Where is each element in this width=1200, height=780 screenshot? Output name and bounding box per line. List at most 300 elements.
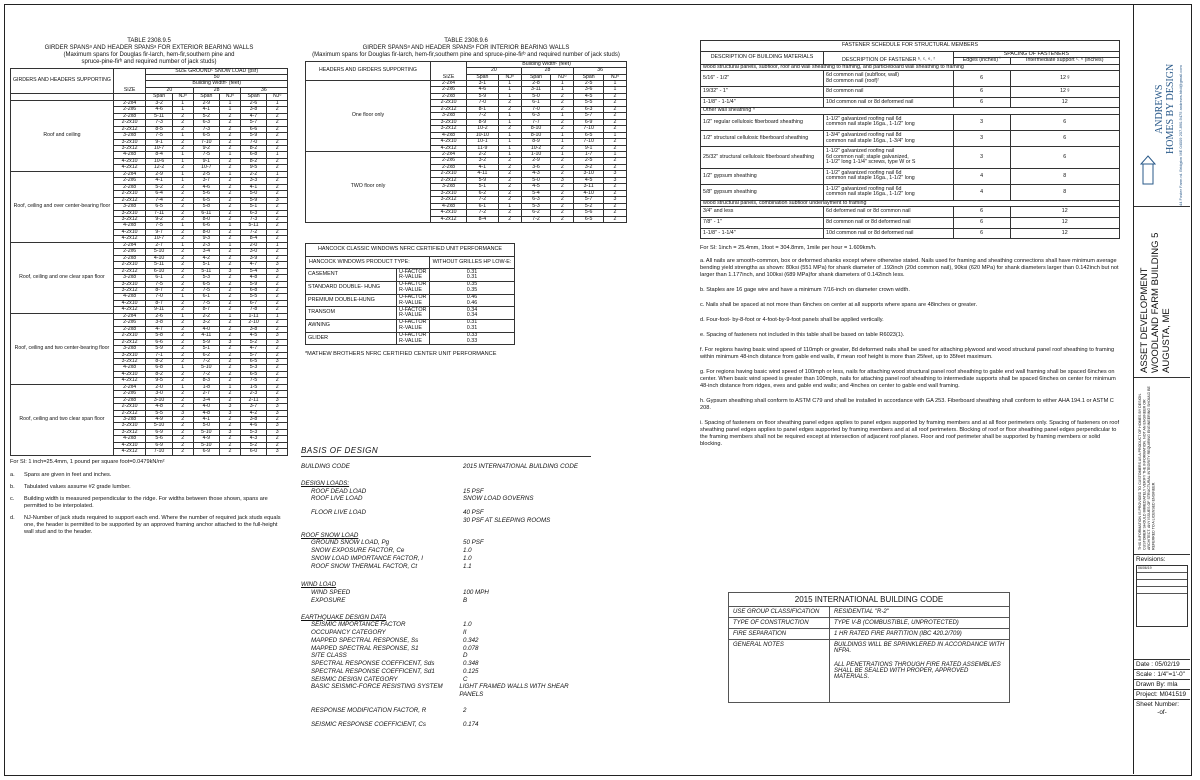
basis-key: MAPPED SPECTRAL RESPONSE, Ss — [311, 636, 419, 644]
span-value: 6-3 — [574, 106, 604, 112]
span-value: 2 — [267, 191, 288, 197]
span-value: 6-3 — [521, 113, 551, 119]
span-value: 2-2x12 — [431, 177, 467, 183]
span-value: 7-2 — [193, 358, 220, 364]
span-value: 2 — [172, 333, 193, 339]
header-width-value: 28 — [193, 87, 240, 93]
span-value: 2-2x12 — [113, 126, 145, 132]
intermediate-spacing: 8 — [1010, 184, 1120, 200]
basis-value: 40 PSF — [463, 509, 484, 516]
span-value: 7-8 — [240, 307, 267, 313]
span-value: 2 — [172, 391, 193, 397]
span-value: 2-2x8 — [431, 93, 467, 99]
span-value: 2-9 — [521, 158, 551, 164]
span-value: 2 — [220, 120, 241, 126]
span-value: 5-9 — [193, 339, 220, 345]
material: 7/8" - 1" — [701, 218, 824, 229]
span-value: 5-6 — [193, 191, 220, 197]
fastener — [824, 218, 954, 229]
group-label: TWO floor only — [306, 152, 431, 223]
header-edges: Edges (inches) ⁱ — [953, 58, 1010, 65]
fastener-line: common nail staple 16ga., 1-1/2" long — [826, 121, 915, 128]
span-value: 3-2 — [467, 158, 499, 164]
caption-line: TABLE 2308.9.6 — [444, 38, 488, 44]
basis-row — [301, 707, 591, 715]
span-value: 4-2 — [193, 255, 220, 261]
header-size: SIZE — [431, 61, 467, 80]
span-value: 2-10 — [240, 320, 267, 326]
basis-value: B — [463, 596, 468, 604]
span-value: 8-2 — [146, 358, 173, 364]
date-field: Date : 05/02/19 — [1134, 660, 1190, 670]
span-value: 2-6 — [240, 100, 267, 106]
note-marker: a. — [10, 471, 15, 478]
fastener-note: h. Gypsum sheathing shall conform to ASTM C79 and shall be installed in accordance with GA 253. Fiberboard sheathing shall conform to either AHA 194.1 or ASTM C 208. — [700, 397, 1114, 411]
span-value: 7-10 — [574, 139, 604, 145]
fastener-line: 8d common nail (roof)ᶠ — [826, 77, 879, 84]
span-value: 5-4 — [240, 268, 267, 274]
span-value: 1 — [603, 152, 626, 158]
span-value: 5-9 — [240, 133, 267, 139]
factor-label: U-FACTOR — [399, 281, 427, 288]
span-value: 5-7 — [240, 352, 267, 358]
span-value: 3-2x10 — [431, 119, 467, 125]
span-value: 2 — [603, 100, 626, 106]
basis-key: ROOF LIVE LOAD — [311, 495, 363, 503]
span-value: 5-0 — [240, 191, 267, 197]
note-text: Building width is measured perpendicular to the ridge. For widths between those shown, spans are permitted to be interpolated. — [24, 495, 268, 509]
span-value: 3-2x8 — [113, 275, 145, 281]
span-value: 7-2 — [467, 210, 499, 216]
basis-key: ROOF DEAD LOAD — [311, 487, 367, 495]
span-value: 2 — [172, 197, 193, 203]
factor-value: 0.33 — [466, 337, 478, 344]
span-value: 2 — [172, 268, 193, 274]
intermediate-spacing: 12 — [1010, 218, 1120, 229]
span-value: 4-2x10 — [431, 210, 467, 216]
span-value: 4-3 — [240, 436, 267, 442]
basis-key: SPECTRAL RESPONSE COEFFICENT, Sd1 — [311, 667, 435, 675]
ibc-value: RESIDENTIAL "R-2" — [830, 607, 1010, 618]
basis-value: 2 — [463, 706, 467, 714]
basis-key: BASIC SEISMIC-FORCE RESISTING SYSTEM — [311, 683, 443, 691]
span-value: 2 — [603, 145, 626, 151]
span-value: 8-2 — [240, 158, 267, 164]
header-width-value: 20 — [146, 87, 193, 93]
note-marker: b. — [10, 483, 15, 490]
span-value: 2-2x10 — [431, 171, 467, 177]
ibc-value: 1 HR RATED FIRE PARTITION (IBC 420.2/709) — [830, 629, 1010, 640]
material: 1-1/8" - 1-1/4" — [701, 97, 824, 108]
span-value: 2-8 — [521, 81, 551, 87]
span-value: 8-7 — [146, 287, 173, 293]
span-value: 6-6 — [146, 339, 173, 345]
logo-line-2: HOMES BY DESIGN — [1165, 63, 1176, 155]
span-value: 1-8 — [193, 384, 220, 390]
span-value: 7-5 — [193, 152, 220, 158]
header-sub: NJᵈ — [267, 94, 288, 100]
span-value: 3 — [220, 339, 241, 345]
basis-key — [301, 517, 463, 525]
span-value: 4-2x10 — [113, 158, 145, 164]
span-value: 2-2x10 — [113, 333, 145, 339]
header-sub: NJᵈ — [551, 74, 574, 80]
factor-value: 0.34 — [466, 312, 478, 319]
factor-label: R-VALUE — [399, 337, 422, 344]
ibc-key: GENERAL NOTES — [729, 640, 830, 703]
span-value: 1 — [551, 81, 574, 87]
span-value: 2 — [220, 191, 241, 197]
basis-key: SNOW LOAD IMPORTANCE FACTOR, I — [311, 554, 423, 562]
girder-spans-exterior-table — [10, 68, 288, 456]
span-value: 2 — [498, 106, 521, 112]
caption-line: GIRDER SPANSᵃ AND HEADER SPANSᵃ FOR EXTERIOR BEARING WALLS — [44, 44, 254, 51]
span-value: 4-1 — [467, 164, 499, 170]
material: 1/2" gypsum sheathing — [701, 168, 824, 184]
header-intermediate: Intermediate support ᶜ˒ ᵉ (inches) — [1010, 58, 1120, 65]
basis-key: SPECTRAL RESPONSE COEFFICENT, Sds — [311, 660, 435, 667]
span-value: 6-10 — [146, 268, 173, 274]
basis-key: SEISMIC IMPORTANCE FACTOR — [311, 621, 406, 629]
span-value: 2 — [220, 139, 241, 145]
span-value: 2 — [172, 216, 193, 222]
span-value: 4-6 — [240, 423, 267, 429]
span-value: 10-10 — [467, 132, 499, 138]
span-value: 2 — [172, 126, 193, 132]
span-value: 2 — [220, 417, 241, 423]
fastener — [824, 228, 954, 239]
basis-key: FLOOR LIVE LOAD — [311, 509, 367, 516]
header-girders: GIRDERS AND HEADERS SUPPORTING — [11, 68, 114, 94]
span-value: 8-9 — [467, 119, 499, 125]
span-value: 2 — [267, 442, 288, 448]
span-value: 2 — [220, 197, 241, 203]
header-width-value: 36 — [240, 87, 287, 93]
span-value: 5-1 — [193, 346, 220, 352]
title-row — [306, 244, 515, 257]
factor-values — [429, 307, 514, 320]
span-value: 2 — [267, 326, 288, 332]
window-type: GLIDER — [306, 332, 397, 345]
span-value: 1 — [172, 152, 193, 158]
span-value: 2 — [220, 300, 241, 306]
fastener-line: 6d deformed nail or 8d common nail — [826, 208, 911, 215]
factor-label: R-VALUE — [399, 299, 422, 306]
span-value: 3-8 — [146, 320, 173, 326]
window-type: PREMIUM DOUBLE-HUNG — [306, 294, 397, 307]
span-value: 7-4 — [146, 197, 173, 203]
header-sub: Span — [521, 74, 551, 80]
span-value: 10-6 — [146, 158, 173, 164]
ibc-key: TYPE OF CONSTRUCTION — [729, 618, 830, 629]
span-value: 8-4 — [240, 236, 267, 242]
basis-row — [301, 637, 591, 645]
span-value: 4-2x12 — [431, 145, 467, 151]
drawn-by-value: mla — [1167, 681, 1178, 688]
span-value: 2 — [603, 203, 626, 209]
span-value: 9-1 — [146, 139, 173, 145]
span-value: 6-9 — [146, 429, 173, 435]
span-value: 2-2x4 — [431, 81, 467, 87]
span-value: 2-6 — [146, 313, 173, 319]
span-value: 2 — [551, 126, 574, 132]
factor-label: R-VALUE — [399, 286, 422, 293]
span-value: 5-3 — [193, 275, 220, 281]
window-type: TRANSOM — [306, 307, 397, 320]
fastener-line: 8d common nail or 8d deformed nail — [826, 219, 911, 226]
span-value: 6-2 — [193, 352, 220, 358]
span-value: 7-2 — [467, 113, 499, 119]
basis-key: MAPPED SPECTRAL RESPONSE, S1 — [311, 644, 419, 652]
span-value: 7-2 — [467, 197, 499, 203]
span-value: 2 — [267, 178, 288, 184]
span-value: 2 — [220, 249, 241, 255]
span-value: 1 — [603, 81, 626, 87]
span-value: 2 — [267, 352, 288, 358]
span-value: 2 — [220, 326, 241, 332]
span-value: 5-2 — [240, 442, 267, 448]
span-value: 2 — [551, 93, 574, 99]
fastener-row — [701, 131, 1120, 147]
span-value: 4-2x12 — [113, 449, 145, 455]
span-value: 1 — [172, 294, 193, 300]
span-value: 2 — [267, 378, 288, 384]
span-value: 2 — [603, 216, 626, 222]
span-value: 1 — [220, 107, 241, 113]
span-value: 8-4 — [467, 216, 499, 222]
basis-heading: ROOF SNOW LOAD — [301, 531, 359, 539]
span-value: 3 — [267, 197, 288, 203]
span-value: 4-1 — [193, 417, 220, 423]
span-value: 1-7 — [574, 152, 604, 158]
span-value: 2 — [220, 236, 241, 242]
basis-key: SEISMIC RESPONSE COEFFICIENT, Cs — [311, 720, 426, 728]
fastener-note: g. For regions having basic wind speed of 100mph or less, nails for attaching wood structural panel roof sheathing to gable end wall framing shall be spaced 6inches on center. When basic wind speed is greater than 100mph, nails for attaching panel roof sheathing to intermediate supports shall be spaced 6inches on center for minimum 48-inch distance from ridges, eves and gable end walls; and 4inches on center to gable end wall framing. — [700, 368, 1116, 389]
span-value: 4-2x10 — [113, 300, 145, 306]
fastener-line: 8d common nail — [826, 88, 864, 95]
span-value: 4-0 — [193, 404, 220, 410]
span-value: 2-2x8 — [113, 326, 145, 332]
span-value: 1 — [498, 113, 521, 119]
disclaimer: THIS INFORMATION IS PROVIDED TO CUSTOMERS AS A PRODUCT OF HOMES BY DESIGN. CUSTOMER SHOULD IMMEDIATELY VERIFY THE INFORMATION. NOT AN ENGINEER OR ARCHITECT. ANY ISSUES OF STRUCTURAL INTEGRITY REQUIRING ENGINEERING SHOULD BE REFERRED TO A LICENSED ENGINEER. — [1138, 386, 1156, 550]
span-value: 2-0 — [240, 242, 267, 248]
fastener — [824, 87, 954, 98]
header-width: Building Widthᶜ (feet) — [146, 81, 288, 87]
spacer — [301, 728, 591, 734]
drawn-by-field: Drawn By: mla — [1134, 680, 1190, 690]
note-text: Spans are given in feet and inches. — [24, 471, 112, 478]
span-value: 2 — [267, 255, 288, 261]
span-value: 5-10 — [146, 423, 173, 429]
span-value: 6-4 — [146, 191, 173, 197]
span-value: 3 — [220, 429, 241, 435]
span-value: 5-9 — [467, 93, 499, 99]
span-value: 5-2 — [574, 203, 604, 209]
span-value: 2 — [220, 352, 241, 358]
span-value: 2 — [551, 190, 574, 196]
span-value: 5-11 — [193, 268, 220, 274]
span-value: 2 — [267, 204, 288, 210]
span-value: 10-7 — [193, 165, 220, 171]
basis-heading: EARTHQUAKE DESIGN DATA — [301, 613, 387, 621]
span-value: 2 — [551, 171, 574, 177]
span-value: 2 — [267, 287, 288, 293]
basis-heading: DESIGN LOADS: — [301, 479, 350, 487]
basis-key: SEISMIC DESIGN CATEGORY — [311, 675, 398, 683]
span-value: 3-2x12 — [113, 146, 145, 152]
span-value: 6-3 — [193, 120, 220, 126]
fastener-title: FASTENER SCHEDULE FOR STRUCTURAL MEMBERS — [701, 41, 1120, 52]
span-value: 2 — [498, 197, 521, 203]
span-value: 1 — [498, 93, 521, 99]
factor-value: 0.35 — [466, 281, 478, 288]
span-value: 3-2x10 — [113, 281, 145, 287]
span-value: 2 — [172, 204, 193, 210]
span-value: 2-2x12 — [431, 106, 467, 112]
span-value: 4-6 — [467, 87, 499, 93]
span-value: 8-2 — [240, 146, 267, 152]
span-value: 2 — [220, 229, 241, 235]
fastener-line: 1-1/2" galvanized roofing nail — [826, 148, 895, 155]
header-sub: NJᵈ — [220, 94, 241, 100]
span-value: 5-0 — [193, 423, 220, 429]
ibc-value: TYPE V-B (COMBUSTIBLE, UNPROTECTED) — [830, 618, 1010, 629]
basis-row — [301, 660, 591, 668]
basis-key: ROOF SNOW THERMAL FACTOR, Ct — [311, 562, 418, 570]
span-value: 2 — [267, 384, 288, 390]
disclaimer-area — [1134, 378, 1190, 555]
span-value: 3-2x12 — [431, 126, 467, 132]
span-value: 1 — [498, 145, 521, 151]
fastener-note: e. Spacing of fasteners not included in this table shall be based on table R6023(1). — [700, 332, 905, 339]
basis-value: 30 PSF AT SLEEPING ROOMS — [463, 516, 551, 524]
span-value: 5-6 — [146, 436, 173, 442]
span-value: 9-2 — [146, 216, 173, 222]
caption-line: (Maximum spans for Douglas fir-larch, hem-fir,southern pine and spruce-pine-firᵇ and required number of jack studs) — [312, 51, 620, 58]
span-value: 6-5 — [193, 281, 220, 287]
span-value: 4-8 — [193, 410, 220, 416]
span-value: 5-9 — [240, 281, 267, 287]
span-value: 2-2x8 — [113, 184, 145, 190]
span-value: 5-7 — [240, 120, 267, 126]
span-value: 8-1 — [467, 106, 499, 112]
span-value: 2-2 — [467, 152, 499, 158]
span-value: 2 — [267, 249, 288, 255]
span-value: 2 — [267, 107, 288, 113]
span-value: 3-2x10 — [113, 139, 145, 145]
span-value: 4-3 — [521, 171, 551, 177]
span-value: 8-7 — [146, 300, 173, 306]
fastener — [824, 131, 954, 147]
basis-row — [301, 539, 591, 547]
span-value: 2-2x10 — [113, 191, 145, 197]
fastener-row — [701, 207, 1120, 218]
span-value: 2 — [172, 442, 193, 448]
span-value: 2 — [220, 210, 241, 216]
span-value: 2-2x4 — [113, 242, 145, 248]
span-value: 9-2 — [193, 146, 220, 152]
span-value: 2-3 — [193, 242, 220, 248]
span-value: 2-2x6 — [113, 107, 145, 113]
basis-value: LIGHT FRAMED WALLS WITH SHEAR PANELS — [459, 683, 569, 698]
span-value: 6-7 — [240, 300, 267, 306]
edge-spacing: 4 — [953, 168, 1010, 184]
span-value: 2-5 — [193, 171, 220, 177]
intermediate-spacing: 12 ᵍ — [1010, 87, 1120, 98]
note-marker: d. — [10, 514, 15, 521]
span-value: 5-9 — [240, 197, 267, 203]
span-value: 5-7 — [574, 113, 604, 119]
span-value: 9-7 — [146, 229, 173, 235]
span-value: 1 — [172, 107, 193, 113]
span-value: 2 — [220, 346, 241, 352]
span-value: 2 — [551, 197, 574, 203]
span-value: 3-2x8 — [113, 417, 145, 423]
span-value: 6-5 — [193, 133, 220, 139]
caption-line: (Maximum spans for Douglas fir-larch, hem-fir,southern pine and — [63, 51, 235, 58]
span-value: 1 — [220, 171, 241, 177]
span-value: 5-10 — [193, 442, 220, 448]
span-value: 4-11 — [467, 171, 499, 177]
spacer — [301, 471, 591, 477]
span-value: 4-5 — [574, 93, 604, 99]
span-value: 3-2x12 — [113, 358, 145, 364]
span-value: 8-10 — [521, 132, 551, 138]
intermediate-spacing: 6 — [1010, 147, 1120, 169]
fastener-line: 1-1/2" galvanized roofing nail 6d — [826, 185, 902, 192]
edge-spacing: 6 — [953, 97, 1010, 108]
factor-label: R-VALUE — [399, 324, 422, 331]
span-value: 1 — [172, 223, 193, 229]
basis-key: SITE CLASS — [311, 652, 347, 660]
span-value: 6-8 — [240, 152, 267, 158]
span-value: 2 — [220, 320, 241, 326]
basis-key: GROUND SNOW LOAD, Pg — [311, 539, 390, 547]
span-value: 7-5 — [193, 287, 220, 293]
span-value: 2 — [172, 275, 193, 281]
span-value: 7-0 — [146, 294, 173, 300]
span-value: 2 — [603, 164, 626, 170]
span-value: 2 — [498, 164, 521, 170]
basis-row — [301, 547, 591, 555]
span-value: 3-7 — [193, 178, 220, 184]
factor-values — [429, 269, 514, 282]
span-value: 3-2x12 — [113, 216, 145, 222]
factor-label: U-FACTOR — [399, 306, 427, 313]
basis-value: 0.348 — [463, 660, 479, 667]
factor-value: 0.33 — [466, 331, 478, 338]
fastener-row — [701, 168, 1120, 184]
basis-row — [301, 621, 591, 629]
span-value: 2 — [220, 146, 241, 152]
window-row — [306, 320, 515, 333]
span-value: 2 — [172, 339, 193, 345]
span-value: 2-2x6 — [431, 158, 467, 164]
span-value: 4-7 — [240, 113, 267, 119]
span-value: 1 — [220, 152, 241, 158]
span-value: 2 — [220, 262, 241, 268]
span-value: 2 — [498, 210, 521, 216]
span-value: 6-9 — [193, 449, 220, 455]
span-value: 5-5 — [574, 100, 604, 106]
span-value: 2 — [498, 158, 521, 164]
span-value: 3 — [267, 358, 288, 364]
span-value: 4-2x8 — [113, 365, 145, 371]
span-value: 7-3 — [146, 120, 173, 126]
span-value: 7-3 — [193, 126, 220, 132]
factor-labels — [397, 282, 430, 295]
sheet-number-value: -of- — [1157, 709, 1167, 716]
